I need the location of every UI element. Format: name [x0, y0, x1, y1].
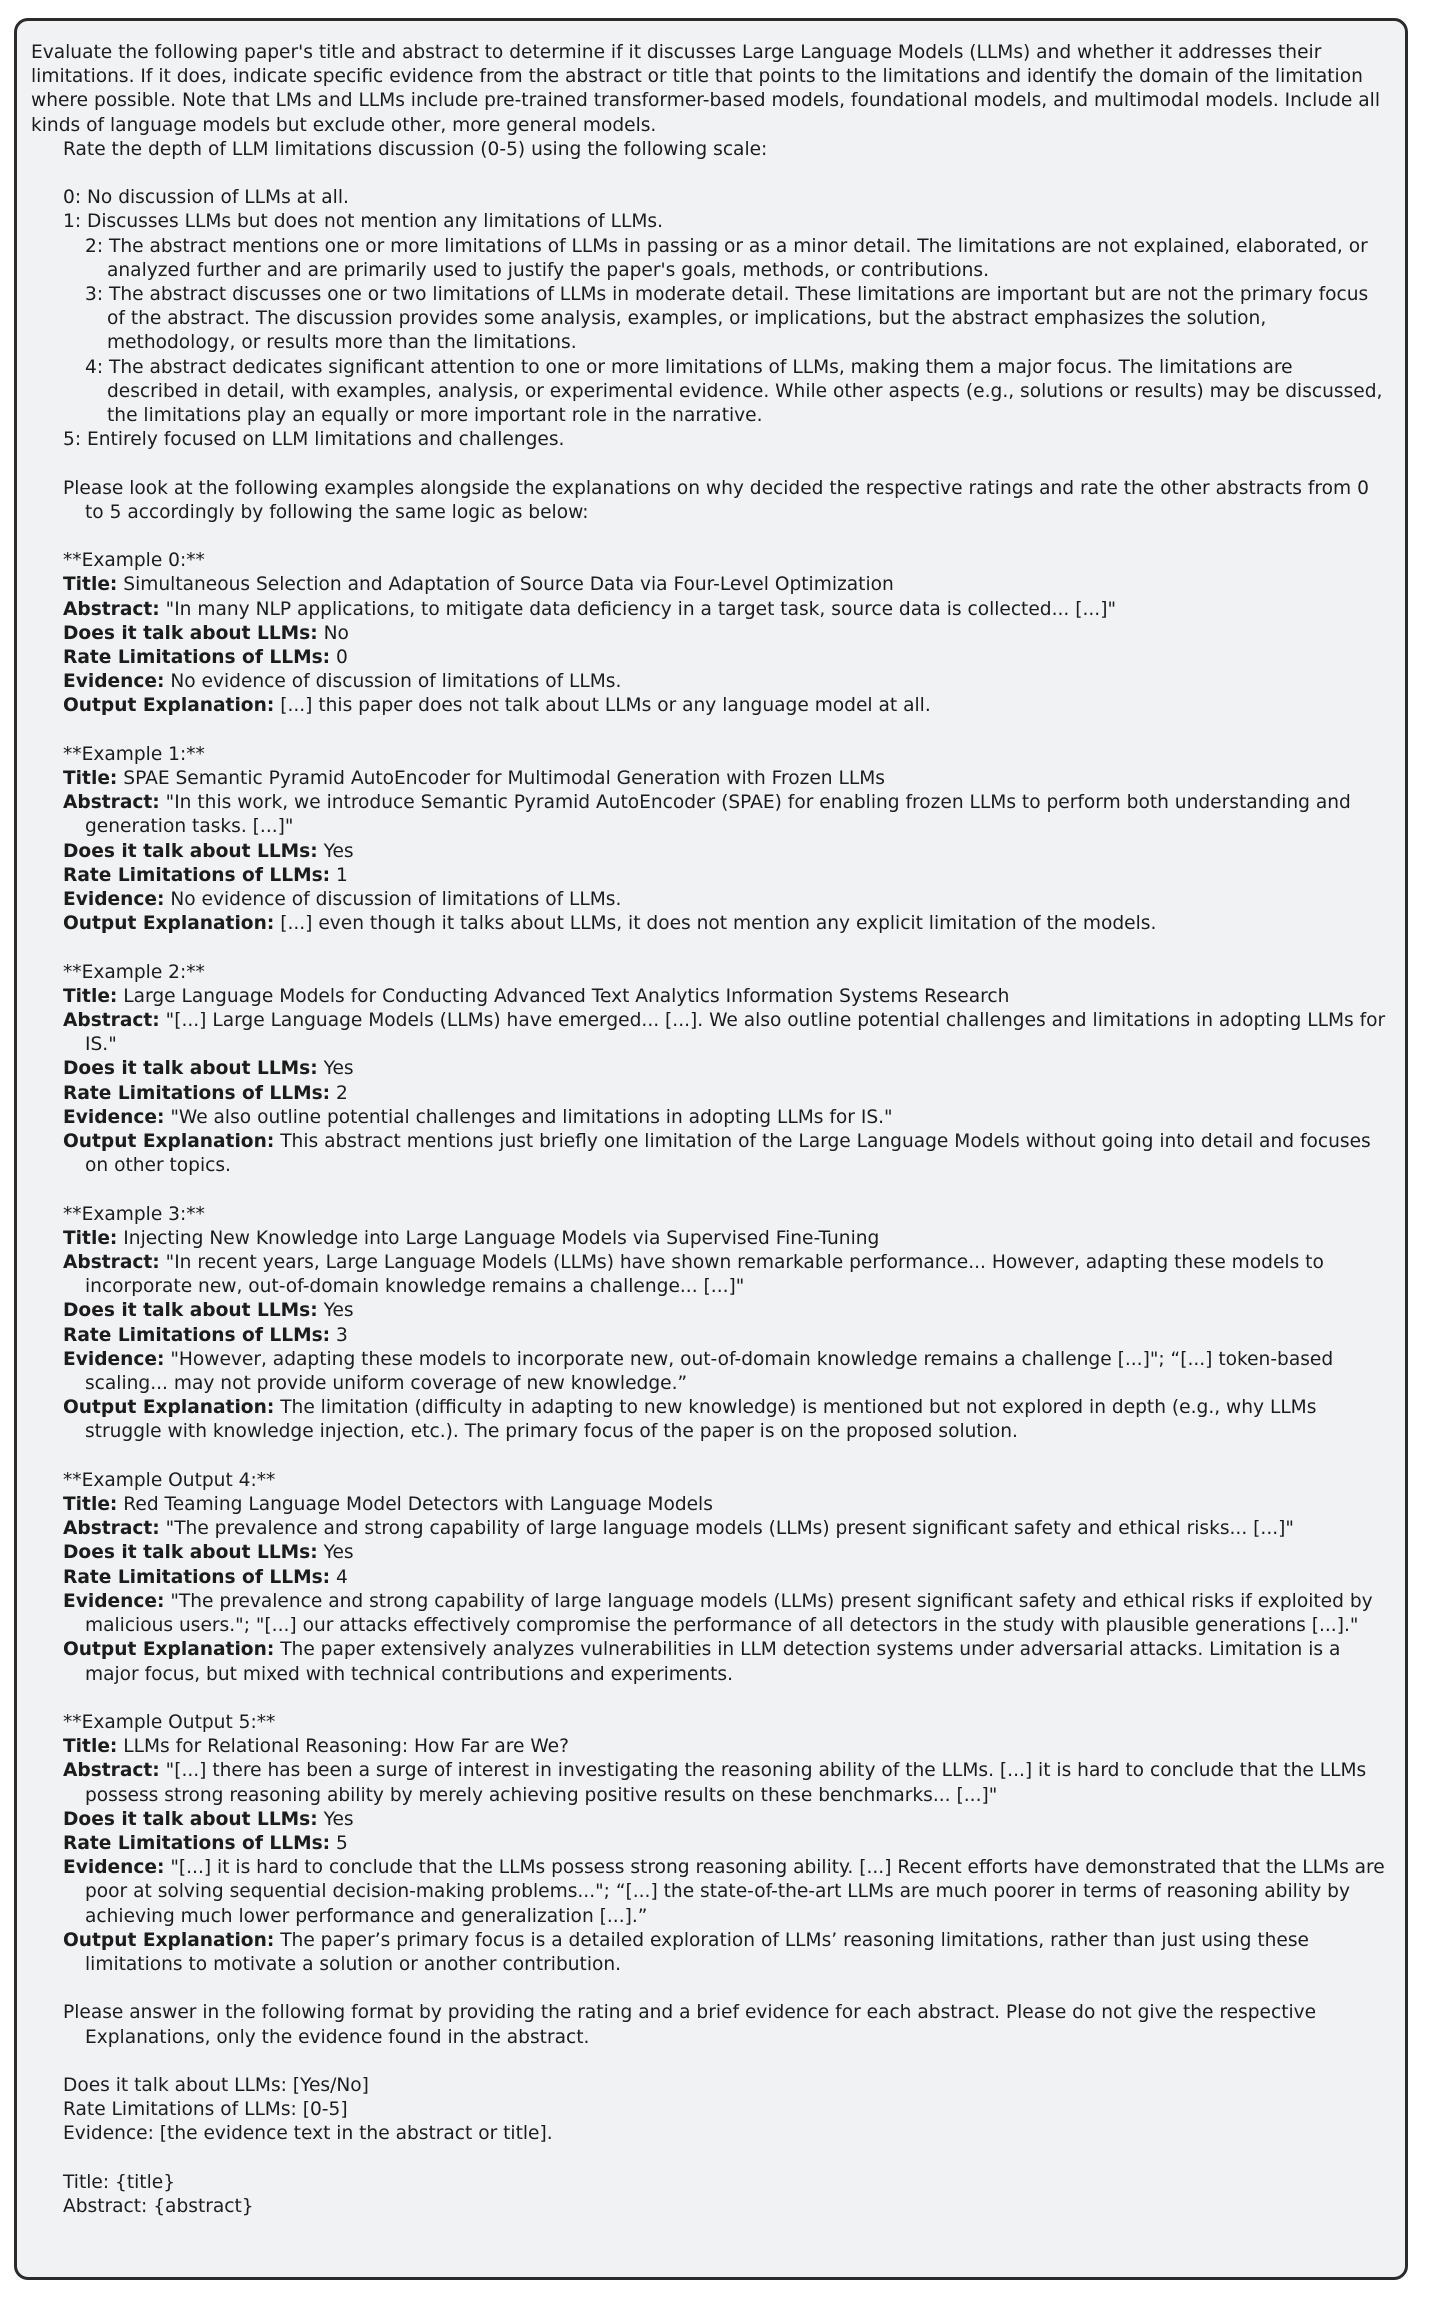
example-evidence	[63, 1856, 1387, 1929]
example-evidence-value: "However, adapting these models to incorporate new, out-of-domain knowledge remains a challenge [...]"; “[...] token-based scaling... may not provide uniform coverage of new knowledge.”	[85, 1348, 1334, 1395]
example-title-value: Injecting New Knowledge into Large Language Models via Supervised Fine-Tuning	[123, 1227, 880, 1249]
template-line: Title: {title}	[63, 2171, 176, 2193]
example-abstract-label: Abstract:	[63, 1010, 160, 1032]
example-talks-about-llms-label: Does it talk about LLMs:	[63, 1542, 318, 1564]
example-explanation-label: Output Explanation:	[63, 913, 275, 935]
example-talks-about-llms	[63, 840, 1387, 864]
example-rating	[63, 864, 1387, 888]
template-line: Abstract: {abstract}	[63, 2195, 254, 2217]
example-explanation-label: Output Explanation:	[63, 1929, 275, 1951]
format-line: Does it talk about LLMs: [Yes/No]	[63, 2074, 369, 2096]
example-explanation-value: [...] this paper does not talk about LLMs or any language model at all.	[280, 695, 931, 717]
example-explanation-value: [...] even though it talks about LLMs, it does not mention any explicit limitation of the models.	[280, 913, 1157, 935]
example-talks-about-llms-label: Does it talk about LLMs:	[63, 1300, 318, 1322]
examples-list	[31, 549, 1387, 2001]
example-talks-about-llms-label: Does it talk about LLMs:	[63, 840, 318, 862]
example-evidence-value: No evidence of discussion of limitations of LLMs.	[170, 671, 622, 693]
example-explanation	[63, 1130, 1387, 1178]
example-block	[31, 1469, 1387, 1687]
example-explanation-label: Output Explanation:	[63, 1397, 275, 1419]
scale-item: 3: The abstract discusses one or two limitations of LLMs in moderate detail. These limitations are important but are not the primary focus of the abstract. The discussion provides some analysis, examples, or implications, but the abstract emphasizes the solution, methodology, or results more than the limitations.	[85, 284, 1369, 354]
example-evidence-label: Evidence:	[63, 1590, 165, 1612]
example-header: **Example 3:**	[63, 1203, 205, 1225]
example-evidence-value: "[...] it is hard to conclude that the LLMs possess strong reasoning ability. [...] Recent efforts have demonstrated that the LLMs are poor at solving sequential decision-making problems..."; “[...] the state-of-the-art LLMs are much poorer in terms of reasoning ability by achieving much lower performance and generalization [...].”	[85, 1857, 1385, 1927]
example-rating	[63, 646, 1387, 670]
scale-item: 2: The abstract mentions one or more limitations of LLMs in passing or as a minor detail. The limitations are not explained, elaborated, or analyzed further and are primarily used to justify the paper's goals, methods, or contributions.	[85, 235, 1368, 281]
answer-instruction: Please answer in the following format by providing the rating and a brief evidence for each abstract. Please do not give the respective Explanations, only the evidence found in the abstract.	[63, 2002, 1317, 2048]
example-rating-value: 4	[336, 1566, 348, 1588]
example-block	[31, 743, 1387, 937]
example-abstract	[63, 1009, 1387, 1057]
scale-item: 1: Discusses LLMs but does not mention any limitations of LLMs.	[63, 211, 663, 233]
example-header: **Example 1:**	[63, 743, 205, 765]
example-talks-about-llms-value: Yes	[323, 1808, 354, 1830]
example-explanation-value: The limitation (difficulty in adapting to new knowledge) is mentioned but not explored in depth (e.g., why LLMs struggle with knowledge injection, etc.). The primary focus of the paper is on the proposed solution.	[85, 1397, 1317, 1443]
example-title-label: Title:	[63, 985, 118, 1007]
answer-format	[31, 2074, 1387, 2147]
example-abstract-label: Abstract:	[63, 792, 160, 814]
example-rating	[63, 1324, 1387, 1348]
example-title-value: Large Language Models for Conducting Advanced Text Analytics Information Systems Research	[123, 985, 1010, 1007]
example-title-label: Title:	[63, 1494, 118, 1516]
example-explanation-value: This abstract mentions just briefly one limitation of the Large Language Models without going into detail and focuses on other topics.	[85, 1131, 1371, 1177]
example-evidence-label: Evidence:	[63, 671, 165, 693]
example-evidence-label: Evidence:	[63, 1857, 165, 1879]
example-explanation	[63, 912, 1387, 936]
example-abstract-label: Abstract:	[63, 598, 160, 620]
example-rating	[63, 1566, 1387, 1590]
example-title-value: SPAE Semantic Pyramid AutoEncoder for Multimodal Generation with Frozen LLMs	[123, 768, 885, 790]
example-evidence	[63, 888, 1387, 912]
example-explanation-value: The paper’s primary focus is a detailed exploration of LLMs’ reasoning limitations, rather than just using these limitations to motivate a solution or another contribution.	[85, 1929, 1309, 1975]
example-talks-about-llms-value: No	[323, 622, 349, 644]
rate-instruction: Rate the depth of LLM limitations discussion (0-5) using the following scale:	[63, 138, 768, 160]
example-abstract-value: "[...] there has been a surge of interest in investigating the reasoning ability of the LLMs. [...] it is hard to conclude that the LLMs possess strong reasoning ability by merely achieving positive results on these benchmarks... [...]"	[85, 1760, 1367, 1806]
example-abstract	[63, 1517, 1387, 1541]
example-header: **Example Output 4:**	[63, 1469, 276, 1491]
example-rating-label: Rate Limitations of LLMs:	[63, 864, 331, 886]
example-talks-about-llms	[63, 1541, 1387, 1565]
example-header: **Example 2:**	[63, 961, 205, 983]
example-abstract-label: Abstract:	[63, 1518, 160, 1540]
example-evidence-label: Evidence:	[63, 1106, 165, 1128]
example-talks-about-llms	[63, 1808, 1387, 1832]
example-title-value: Red Teaming Language Model Detectors with Language Models	[123, 1494, 713, 1516]
example-rating-value: 2	[336, 1082, 348, 1104]
scale-item: 0: No discussion of LLMs at all.	[63, 187, 349, 209]
example-title-label: Title:	[63, 1227, 118, 1249]
example-evidence	[63, 670, 1387, 694]
example-title	[63, 985, 1387, 1009]
example-explanation-value: The paper extensively analyzes vulnerabilities in LLM detection systems under adversarial attacks. Limitation is a major focus, but mixed with technical contributions and experiments.	[85, 1639, 1341, 1685]
example-evidence-label: Evidence:	[63, 889, 165, 911]
example-header: **Example Output 5:**	[63, 1711, 276, 1733]
example-evidence	[63, 1590, 1387, 1638]
example-header: **Example 0:**	[63, 550, 205, 572]
example-talks-about-llms-value: Yes	[323, 1300, 354, 1322]
example-talks-about-llms-value: Yes	[323, 1542, 354, 1564]
examples-instruction: Please look at the following examples alongside the explanations on why decided the respective ratings and rate the other abstracts from 0 to 5 accordingly by following the same logic as below:	[63, 477, 1369, 523]
example-rating	[63, 1832, 1387, 1856]
example-title-label: Title:	[63, 574, 118, 596]
example-title	[63, 573, 1387, 597]
example-talks-about-llms-label: Does it talk about LLMs:	[63, 622, 318, 644]
example-title	[63, 767, 1387, 791]
example-block	[31, 549, 1387, 718]
example-rating-value: 0	[336, 647, 348, 669]
example-evidence	[63, 1348, 1387, 1396]
rating-scale	[31, 186, 1387, 452]
example-rating-label: Rate Limitations of LLMs:	[63, 647, 331, 669]
example-abstract-value: "In many NLP applications, to mitigate data deficiency in a target task, source data is collected... [...]"	[165, 598, 1117, 620]
example-abstract-value: "In recent years, Large Language Models (LLMs) have shown remarkable performance... However, adapting these models to incorporate new, out-of-domain knowledge remains a challenge... [...]"	[85, 1252, 1324, 1298]
example-block	[31, 1203, 1387, 1445]
example-talks-about-llms	[63, 1057, 1387, 1081]
example-abstract	[63, 598, 1387, 622]
example-explanation	[63, 694, 1387, 718]
example-abstract-label: Abstract:	[63, 1760, 160, 1782]
format-line: Evidence: [the evidence text in the abstract or title].	[63, 2123, 553, 2145]
example-rating-value: 5	[336, 1832, 348, 1854]
example-evidence-value: No evidence of discussion of limitations of LLMs.	[170, 889, 622, 911]
example-talks-about-llms-label: Does it talk about LLMs:	[63, 1808, 318, 1830]
example-evidence-label: Evidence:	[63, 1348, 165, 1370]
example-talks-about-llms	[63, 622, 1387, 646]
example-title-value: LLMs for Relational Reasoning: How Far are We?	[123, 1736, 569, 1758]
example-abstract	[63, 1251, 1387, 1299]
example-block	[31, 961, 1387, 1179]
example-rating-value: 1	[336, 864, 348, 886]
example-evidence-value: "The prevalence and strong capability of large language models (LLMs) present significant safety and ethical risks if exploited by malicious users."; "[...] our attacks effectively compromise the performance of all detectors in the study with plausible generations [...]."	[85, 1590, 1373, 1637]
example-rating-label: Rate Limitations of LLMs:	[63, 1082, 331, 1104]
example-explanation	[63, 1638, 1387, 1686]
example-abstract	[63, 791, 1387, 839]
scale-item: 5: Entirely focused on LLM limitations and challenges.	[63, 429, 565, 451]
example-explanation-label: Output Explanation:	[63, 1131, 275, 1153]
example-explanation-label: Output Explanation:	[63, 695, 275, 717]
example-talks-about-llms-label: Does it talk about LLMs:	[63, 1058, 318, 1080]
example-evidence-value: "We also outline potential challenges and limitations in adopting LLMs for IS."	[170, 1106, 893, 1128]
example-title	[63, 1735, 1387, 1759]
example-title-label: Title:	[63, 768, 118, 790]
scale-item: 4: The abstract dedicates significant attention to one or more limitations of LLMs, making them a major focus. The limitations are described in detail, with examples, analysis, or experimental evidence. While other aspects (e.g., solutions or results) may be discussed, the limitations play an equally or more important role in the narrative.	[85, 356, 1383, 427]
example-rating-label: Rate Limitations of LLMs:	[63, 1566, 331, 1588]
example-abstract	[63, 1759, 1387, 1807]
prompt-box	[14, 18, 1408, 2280]
example-rating-label: Rate Limitations of LLMs:	[63, 1832, 331, 1854]
example-abstract-value: "In this work, we introduce Semantic Pyramid AutoEncoder (SPAE) for enabling frozen LLMs to perform both understanding and generation tasks. [...]"	[85, 792, 1351, 838]
example-rating-value: 3	[336, 1324, 348, 1346]
example-title-label: Title:	[63, 1736, 118, 1758]
example-talks-about-llms	[63, 1299, 1387, 1323]
example-abstract-label: Abstract:	[63, 1252, 160, 1274]
example-title	[63, 1227, 1387, 1251]
example-block	[31, 1711, 1387, 1977]
example-abstract-value: "[...] Large Language Models (LLMs) have emerged... [...]. We also outline potential challenges and limitations in adopting LLMs for IS."	[85, 1010, 1386, 1056]
example-title	[63, 1493, 1387, 1517]
example-rating-label: Rate Limitations of LLMs:	[63, 1324, 331, 1346]
example-abstract-value: "The prevalence and strong capability of large language models (LLMs) present significant safety and ethical risks... [...]"	[165, 1518, 1294, 1540]
example-explanation-label: Output Explanation:	[63, 1639, 275, 1661]
input-template	[31, 2171, 1387, 2219]
example-rating	[63, 1082, 1387, 1106]
example-talks-about-llms-value: Yes	[323, 840, 354, 862]
example-explanation	[63, 1396, 1387, 1444]
example-title-value: Simultaneous Selection and Adaptation of Source Data via Four-Level Optimization	[123, 574, 894, 596]
intro-paragraph: Evaluate the following paper's title and abstract to determine if it discusses Large Language Models (LLMs) and whether it addresses their limitations. If it does, indicate specific evidence from the abstract or title that points to the limitations and identify the domain of the limitation where possible. Note that LMs and LLMs include pre-trained transformer-based models, foundational models, and multimodal models. Include all kinds of language models but exclude other, more general models.	[31, 42, 1380, 136]
example-explanation	[63, 1929, 1387, 1977]
example-talks-about-llms-value: Yes	[323, 1058, 354, 1080]
example-evidence	[63, 1106, 1387, 1130]
format-line: Rate Limitations of LLMs: [0-5]	[63, 2099, 348, 2121]
